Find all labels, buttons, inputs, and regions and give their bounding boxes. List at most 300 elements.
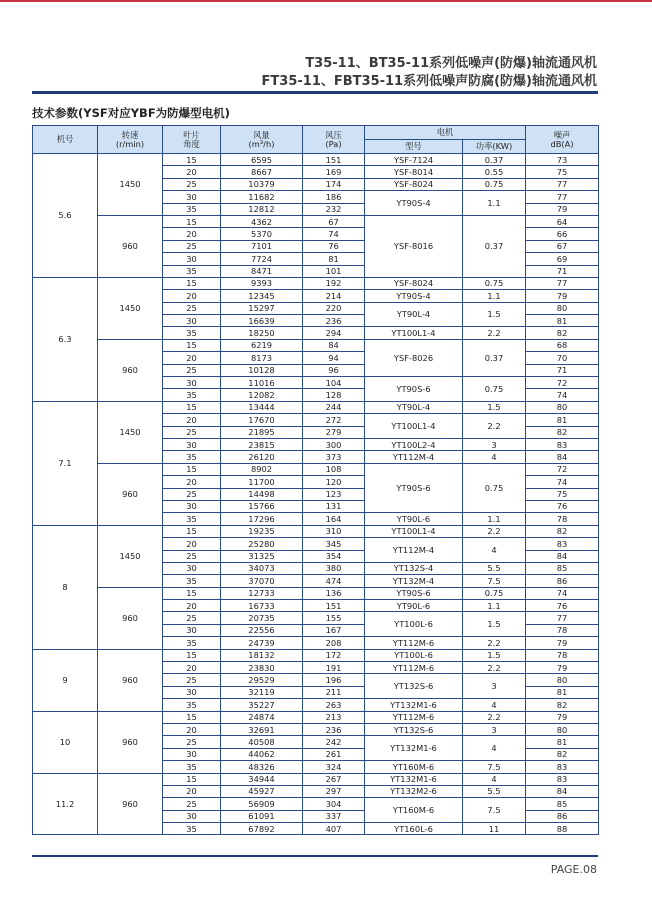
airflow-cell: 18250 bbox=[221, 327, 303, 339]
noise-cell: 64 bbox=[526, 215, 599, 227]
noise-cell: 79 bbox=[526, 662, 599, 674]
airflow-cell: 37070 bbox=[221, 575, 303, 587]
airflow-cell: 7724 bbox=[221, 253, 303, 265]
motor-power-cell: 0.37 bbox=[463, 215, 526, 277]
blade-angle-cell: 25 bbox=[163, 302, 221, 314]
noise-cell: 70 bbox=[526, 352, 599, 364]
airflow-cell: 13444 bbox=[221, 401, 303, 413]
blade-angle-cell: 35 bbox=[163, 327, 221, 339]
motor-type-cell: YT112M-4 bbox=[365, 538, 463, 563]
motor-type-cell: YSF-7124 bbox=[365, 154, 463, 166]
motor-type-cell: YT132M1-6 bbox=[365, 699, 463, 711]
noise-cell: 75 bbox=[526, 166, 599, 178]
pressure-cell: 345 bbox=[303, 538, 365, 550]
table-row bbox=[33, 711, 599, 723]
motor-power-cell: 1.5 bbox=[463, 401, 526, 413]
motor-type-cell: YT132S-6 bbox=[365, 674, 463, 699]
pressure-cell: 373 bbox=[303, 451, 365, 463]
noise-cell: 80 bbox=[526, 674, 599, 686]
motor-type-cell: YT90L-6 bbox=[365, 513, 463, 525]
motor-type-cell: YT90S-4 bbox=[365, 290, 463, 302]
motor-type-cell: YT132S-4 bbox=[365, 562, 463, 574]
motor-type-cell: YT90L-6 bbox=[365, 600, 463, 612]
airflow-cell: 19235 bbox=[221, 525, 303, 537]
noise-cell: 69 bbox=[526, 253, 599, 265]
motor-type-cell: YT160L-6 bbox=[365, 823, 463, 835]
airflow-cell: 44062 bbox=[221, 748, 303, 760]
fan-model-cell: 11.2 bbox=[33, 773, 98, 835]
blade-angle-cell: 15 bbox=[163, 525, 221, 537]
pressure-cell: 174 bbox=[303, 178, 365, 190]
pressure-cell: 407 bbox=[303, 823, 365, 835]
pressure-cell: 191 bbox=[303, 662, 365, 674]
motor-type-cell: YT90L-4 bbox=[365, 302, 463, 327]
motor-power-cell: 0.75 bbox=[463, 463, 526, 513]
table-row bbox=[33, 215, 599, 227]
blade-angle-cell: 30 bbox=[163, 810, 221, 822]
noise-cell: 84 bbox=[526, 550, 599, 562]
blade-angle-cell: 30 bbox=[163, 748, 221, 760]
pressure-cell: 164 bbox=[303, 513, 365, 525]
airflow-cell: 32691 bbox=[221, 723, 303, 735]
noise-cell: 82 bbox=[526, 525, 599, 537]
noise-cell: 80 bbox=[526, 723, 599, 735]
noise-cell: 71 bbox=[526, 364, 599, 376]
blade-angle-cell: 25 bbox=[163, 674, 221, 686]
pressure-cell: 186 bbox=[303, 191, 365, 203]
speed-cell: 960 bbox=[98, 215, 163, 277]
airflow-cell: 56909 bbox=[221, 798, 303, 810]
airflow-cell: 17296 bbox=[221, 513, 303, 525]
noise-cell: 76 bbox=[526, 500, 599, 512]
airflow-cell: 5370 bbox=[221, 228, 303, 240]
blade-angle-cell: 35 bbox=[163, 451, 221, 463]
speed-cell: 960 bbox=[98, 339, 163, 401]
motor-type-cell: YT90L-4 bbox=[365, 401, 463, 413]
noise-cell: 82 bbox=[526, 748, 599, 760]
motor-type-cell: YT100L1-4 bbox=[365, 327, 463, 339]
motor-type-cell: YT160M-6 bbox=[365, 761, 463, 773]
motor-power-cell: 3 bbox=[463, 674, 526, 699]
pressure-cell: 220 bbox=[303, 302, 365, 314]
airflow-cell: 8173 bbox=[221, 352, 303, 364]
airflow-cell: 18132 bbox=[221, 649, 303, 661]
fan-model-cell: 9 bbox=[33, 649, 98, 711]
pressure-cell: 101 bbox=[303, 265, 365, 277]
pressure-cell: 81 bbox=[303, 253, 365, 265]
speed-cell: 960 bbox=[98, 711, 163, 773]
blade-angle-cell: 20 bbox=[163, 785, 221, 797]
pressure-cell: 155 bbox=[303, 612, 365, 624]
pressure-cell: 267 bbox=[303, 773, 365, 785]
section-title: 技术参数(YSF对应YBF为防爆型电机) bbox=[32, 106, 230, 120]
speed-cell: 1450 bbox=[98, 525, 163, 587]
speed-cell: 1450 bbox=[98, 401, 163, 463]
pressure-cell: 294 bbox=[303, 327, 365, 339]
blade-angle-cell: 30 bbox=[163, 562, 221, 574]
motor-power-cell: 11 bbox=[463, 823, 526, 835]
pressure-cell: 151 bbox=[303, 154, 365, 166]
airflow-cell: 61091 bbox=[221, 810, 303, 822]
motor-type-cell: YT112M-6 bbox=[365, 662, 463, 674]
blade-angle-cell: 25 bbox=[163, 364, 221, 376]
noise-cell: 78 bbox=[526, 649, 599, 661]
motor-type-cell: YT132S-6 bbox=[365, 723, 463, 735]
airflow-cell: 16639 bbox=[221, 315, 303, 327]
blade-angle-cell: 15 bbox=[163, 773, 221, 785]
blade-angle-cell: 15 bbox=[163, 339, 221, 351]
airflow-cell: 67892 bbox=[221, 823, 303, 835]
noise-cell: 78 bbox=[526, 624, 599, 636]
blade-angle-cell: 20 bbox=[163, 476, 221, 488]
airflow-cell: 11700 bbox=[221, 476, 303, 488]
speed-cell: 960 bbox=[98, 773, 163, 835]
airflow-cell: 6219 bbox=[221, 339, 303, 351]
noise-cell: 76 bbox=[526, 600, 599, 612]
pressure-cell: 244 bbox=[303, 401, 365, 413]
blade-angle-cell: 20 bbox=[163, 600, 221, 612]
airflow-cell: 12733 bbox=[221, 587, 303, 599]
pressure-cell: 211 bbox=[303, 686, 365, 698]
motor-type-cell: YT112M-6 bbox=[365, 637, 463, 649]
motor-type-cell: YT160M-6 bbox=[365, 798, 463, 823]
pressure-cell: 214 bbox=[303, 290, 365, 302]
header-pressure: 风压 (Pa) bbox=[303, 126, 365, 154]
motor-power-cell: 0.75 bbox=[463, 178, 526, 190]
noise-cell: 79 bbox=[526, 203, 599, 215]
motor-power-cell: 4 bbox=[463, 699, 526, 711]
blade-angle-cell: 35 bbox=[163, 637, 221, 649]
blade-angle-cell: 35 bbox=[163, 823, 221, 835]
blade-angle-cell: 35 bbox=[163, 699, 221, 711]
airflow-cell: 16733 bbox=[221, 600, 303, 612]
pressure-cell: 196 bbox=[303, 674, 365, 686]
noise-cell: 82 bbox=[526, 426, 599, 438]
pressure-cell: 324 bbox=[303, 761, 365, 773]
blade-angle-cell: 30 bbox=[163, 315, 221, 327]
motor-power-cell: 1.1 bbox=[463, 513, 526, 525]
noise-cell: 74 bbox=[526, 587, 599, 599]
pressure-cell: 123 bbox=[303, 488, 365, 500]
blade-angle-cell: 30 bbox=[163, 191, 221, 203]
motor-type-cell: YT132M2-6 bbox=[365, 785, 463, 797]
noise-cell: 80 bbox=[526, 302, 599, 314]
noise-cell: 75 bbox=[526, 488, 599, 500]
blade-angle-cell: 25 bbox=[163, 550, 221, 562]
motor-type-cell: YSF-8026 bbox=[365, 339, 463, 376]
pressure-cell: 131 bbox=[303, 500, 365, 512]
airflow-cell: 9393 bbox=[221, 277, 303, 289]
motor-type-cell: YSF-8024 bbox=[365, 277, 463, 289]
noise-cell: 77 bbox=[526, 191, 599, 203]
noise-cell: 68 bbox=[526, 339, 599, 351]
blade-angle-cell: 20 bbox=[163, 723, 221, 735]
motor-type-cell: YT100L1-4 bbox=[365, 525, 463, 537]
header-divider bbox=[32, 91, 598, 94]
airflow-cell: 11682 bbox=[221, 191, 303, 203]
motor-power-cell: 1.5 bbox=[463, 649, 526, 661]
noise-cell: 81 bbox=[526, 686, 599, 698]
pressure-cell: 261 bbox=[303, 748, 365, 760]
motor-power-cell: 7.5 bbox=[463, 761, 526, 773]
airflow-cell: 17670 bbox=[221, 414, 303, 426]
pressure-cell: 84 bbox=[303, 339, 365, 351]
motor-power-cell: 1.1 bbox=[463, 191, 526, 216]
pressure-cell: 76 bbox=[303, 240, 365, 252]
pressure-cell: 300 bbox=[303, 438, 365, 450]
speed-cell: 960 bbox=[98, 649, 163, 711]
speed-cell: 1450 bbox=[98, 154, 163, 216]
noise-cell: 83 bbox=[526, 761, 599, 773]
motor-power-cell: 1.5 bbox=[463, 302, 526, 327]
airflow-cell: 23830 bbox=[221, 662, 303, 674]
noise-cell: 72 bbox=[526, 377, 599, 389]
noise-cell: 83 bbox=[526, 538, 599, 550]
motor-type-cell: YT90S-6 bbox=[365, 463, 463, 513]
pressure-cell: 128 bbox=[303, 389, 365, 401]
airflow-cell: 10379 bbox=[221, 178, 303, 190]
blade-angle-cell: 25 bbox=[163, 178, 221, 190]
blade-angle-cell: 25 bbox=[163, 736, 221, 748]
noise-cell: 82 bbox=[526, 699, 599, 711]
pressure-cell: 96 bbox=[303, 364, 365, 376]
noise-cell: 77 bbox=[526, 178, 599, 190]
pressure-cell: 94 bbox=[303, 352, 365, 364]
blade-angle-cell: 25 bbox=[163, 612, 221, 624]
motor-power-cell: 3 bbox=[463, 438, 526, 450]
blade-angle-cell: 35 bbox=[163, 513, 221, 525]
airflow-cell: 23815 bbox=[221, 438, 303, 450]
header-blade: 叶片 角度 bbox=[163, 126, 221, 154]
header-model: 机号 bbox=[33, 126, 98, 154]
motor-power-cell: 2.2 bbox=[463, 711, 526, 723]
pressure-cell: 208 bbox=[303, 637, 365, 649]
noise-cell: 88 bbox=[526, 823, 599, 835]
spec-table bbox=[32, 125, 599, 835]
airflow-cell: 48326 bbox=[221, 761, 303, 773]
airflow-cell: 6595 bbox=[221, 154, 303, 166]
motor-power-cell: 0.37 bbox=[463, 154, 526, 166]
motor-power-cell: 2.2 bbox=[463, 327, 526, 339]
blade-angle-cell: 30 bbox=[163, 686, 221, 698]
pressure-cell: 74 bbox=[303, 228, 365, 240]
blade-angle-cell: 30 bbox=[163, 253, 221, 265]
blade-angle-cell: 30 bbox=[163, 624, 221, 636]
motor-power-cell: 0.55 bbox=[463, 166, 526, 178]
motor-type-cell: YT132M-4 bbox=[365, 575, 463, 587]
pressure-cell: 213 bbox=[303, 711, 365, 723]
airflow-cell: 45927 bbox=[221, 785, 303, 797]
motor-type-cell: YT100L-6 bbox=[365, 649, 463, 661]
motor-type-cell: YT112M-6 bbox=[365, 711, 463, 723]
noise-cell: 66 bbox=[526, 228, 599, 240]
motor-power-cell: 4 bbox=[463, 736, 526, 761]
noise-cell: 77 bbox=[526, 612, 599, 624]
blade-angle-cell: 15 bbox=[163, 401, 221, 413]
pressure-cell: 297 bbox=[303, 785, 365, 797]
airflow-cell: 31325 bbox=[221, 550, 303, 562]
pressure-cell: 236 bbox=[303, 315, 365, 327]
blade-angle-cell: 20 bbox=[163, 166, 221, 178]
blade-angle-cell: 35 bbox=[163, 575, 221, 587]
motor-power-cell: 4 bbox=[463, 451, 526, 463]
blade-angle-cell: 30 bbox=[163, 500, 221, 512]
airflow-cell: 14498 bbox=[221, 488, 303, 500]
top-accent-line bbox=[0, 0, 652, 2]
airflow-cell: 32119 bbox=[221, 686, 303, 698]
pressure-cell: 272 bbox=[303, 414, 365, 426]
noise-cell: 79 bbox=[526, 711, 599, 723]
motor-power-cell: 0.37 bbox=[463, 339, 526, 376]
blade-angle-cell: 35 bbox=[163, 389, 221, 401]
table-row bbox=[33, 463, 599, 475]
pressure-cell: 304 bbox=[303, 798, 365, 810]
motor-power-cell: 1.1 bbox=[463, 290, 526, 302]
table-row bbox=[33, 277, 599, 289]
pressure-cell: 136 bbox=[303, 587, 365, 599]
pressure-cell: 236 bbox=[303, 723, 365, 735]
noise-cell: 83 bbox=[526, 773, 599, 785]
motor-power-cell: 7.5 bbox=[463, 575, 526, 587]
blade-angle-cell: 15 bbox=[163, 649, 221, 661]
motor-type-cell: YT100L2-4 bbox=[365, 438, 463, 450]
noise-cell: 82 bbox=[526, 327, 599, 339]
pressure-cell: 169 bbox=[303, 166, 365, 178]
table-row bbox=[33, 587, 599, 599]
blade-angle-cell: 30 bbox=[163, 377, 221, 389]
airflow-cell: 12812 bbox=[221, 203, 303, 215]
airflow-cell: 40508 bbox=[221, 736, 303, 748]
pressure-cell: 474 bbox=[303, 575, 365, 587]
blade-angle-cell: 20 bbox=[163, 414, 221, 426]
header-motor-type: 型号 bbox=[365, 140, 463, 154]
noise-cell: 77 bbox=[526, 277, 599, 289]
pressure-cell: 232 bbox=[303, 203, 365, 215]
blade-angle-cell: 35 bbox=[163, 203, 221, 215]
blade-angle-cell: 25 bbox=[163, 488, 221, 500]
page-number: PAGE.08 bbox=[550, 863, 597, 876]
table-row bbox=[33, 649, 599, 661]
motor-power-cell: 2.2 bbox=[463, 637, 526, 649]
header-motor-power: 功率(KW) bbox=[463, 140, 526, 154]
motor-power-cell: 3 bbox=[463, 723, 526, 735]
airflow-cell: 34073 bbox=[221, 562, 303, 574]
noise-cell: 74 bbox=[526, 476, 599, 488]
blade-angle-cell: 20 bbox=[163, 538, 221, 550]
airflow-cell: 12082 bbox=[221, 389, 303, 401]
airflow-cell: 10128 bbox=[221, 364, 303, 376]
noise-cell: 84 bbox=[526, 785, 599, 797]
pressure-cell: 167 bbox=[303, 624, 365, 636]
blade-angle-cell: 15 bbox=[163, 463, 221, 475]
motor-power-cell: 4 bbox=[463, 773, 526, 785]
noise-cell: 79 bbox=[526, 290, 599, 302]
airflow-cell: 4362 bbox=[221, 215, 303, 227]
blade-angle-cell: 25 bbox=[163, 240, 221, 252]
fan-model-cell: 8 bbox=[33, 525, 98, 649]
airflow-cell: 35227 bbox=[221, 699, 303, 711]
blade-angle-cell: 20 bbox=[163, 290, 221, 302]
blade-angle-cell: 15 bbox=[163, 154, 221, 166]
blade-angle-cell: 25 bbox=[163, 798, 221, 810]
header-flow: 风量 (m³/h) bbox=[221, 126, 303, 154]
motor-power-cell: 1.1 bbox=[463, 600, 526, 612]
motor-power-cell: 2.2 bbox=[463, 662, 526, 674]
motor-type-cell: YT112M-4 bbox=[365, 451, 463, 463]
airflow-cell: 7101 bbox=[221, 240, 303, 252]
page-title-line2: FT35-11、FBT35-11系列低噪声防腐(防爆)轴流通风机 bbox=[261, 74, 597, 89]
noise-cell: 86 bbox=[526, 575, 599, 587]
speed-cell: 1450 bbox=[98, 277, 163, 339]
pressure-cell: 120 bbox=[303, 476, 365, 488]
pressure-cell: 242 bbox=[303, 736, 365, 748]
noise-cell: 80 bbox=[526, 401, 599, 413]
blade-angle-cell: 20 bbox=[163, 352, 221, 364]
motor-type-cell: YSF-8014 bbox=[365, 166, 463, 178]
noise-cell: 86 bbox=[526, 810, 599, 822]
blade-angle-cell: 15 bbox=[163, 587, 221, 599]
motor-power-cell: 0.75 bbox=[463, 377, 526, 402]
motor-power-cell: 1.5 bbox=[463, 612, 526, 637]
motor-power-cell: 5.5 bbox=[463, 562, 526, 574]
motor-type-cell: YT90S-6 bbox=[365, 587, 463, 599]
noise-cell: 81 bbox=[526, 736, 599, 748]
motor-power-cell: 7.5 bbox=[463, 798, 526, 823]
blade-angle-cell: 20 bbox=[163, 662, 221, 674]
noise-cell: 85 bbox=[526, 798, 599, 810]
airflow-cell: 20735 bbox=[221, 612, 303, 624]
pressure-cell: 337 bbox=[303, 810, 365, 822]
airflow-cell: 24874 bbox=[221, 711, 303, 723]
header-speed: 转速 (r/min) bbox=[98, 126, 163, 154]
pressure-cell: 310 bbox=[303, 525, 365, 537]
motor-type-cell: YT90S-6 bbox=[365, 377, 463, 402]
motor-type-cell: YT132M1-6 bbox=[365, 773, 463, 785]
footer-divider bbox=[32, 855, 598, 857]
spec-table-header bbox=[33, 126, 599, 154]
motor-power-cell: 0.75 bbox=[463, 587, 526, 599]
airflow-cell: 21895 bbox=[221, 426, 303, 438]
noise-cell: 85 bbox=[526, 562, 599, 574]
motor-type-cell: YSF-8024 bbox=[365, 178, 463, 190]
pressure-cell: 67 bbox=[303, 215, 365, 227]
noise-cell: 84 bbox=[526, 451, 599, 463]
airflow-cell: 11016 bbox=[221, 377, 303, 389]
pressure-cell: 192 bbox=[303, 277, 365, 289]
noise-cell: 74 bbox=[526, 389, 599, 401]
airflow-cell: 26120 bbox=[221, 451, 303, 463]
pressure-cell: 172 bbox=[303, 649, 365, 661]
blade-angle-cell: 25 bbox=[163, 426, 221, 438]
noise-cell: 72 bbox=[526, 463, 599, 475]
noise-cell: 81 bbox=[526, 315, 599, 327]
fan-model-cell: 6.3 bbox=[33, 277, 98, 401]
page-title-line1: T35-11、BT35-11系列低噪声(防爆)轴流通风机 bbox=[305, 56, 597, 71]
airflow-cell: 34944 bbox=[221, 773, 303, 785]
table-row bbox=[33, 339, 599, 351]
pressure-cell: 104 bbox=[303, 377, 365, 389]
blade-angle-cell: 15 bbox=[163, 277, 221, 289]
speed-cell: 960 bbox=[98, 463, 163, 525]
noise-cell: 81 bbox=[526, 414, 599, 426]
motor-power-cell: 2.2 bbox=[463, 525, 526, 537]
noise-cell: 79 bbox=[526, 637, 599, 649]
motor-type-cell: YSF-8016 bbox=[365, 215, 463, 277]
blade-angle-cell: 35 bbox=[163, 265, 221, 277]
noise-cell: 83 bbox=[526, 438, 599, 450]
fan-model-cell: 10 bbox=[33, 711, 98, 773]
motor-type-cell: YT100L-6 bbox=[365, 612, 463, 637]
